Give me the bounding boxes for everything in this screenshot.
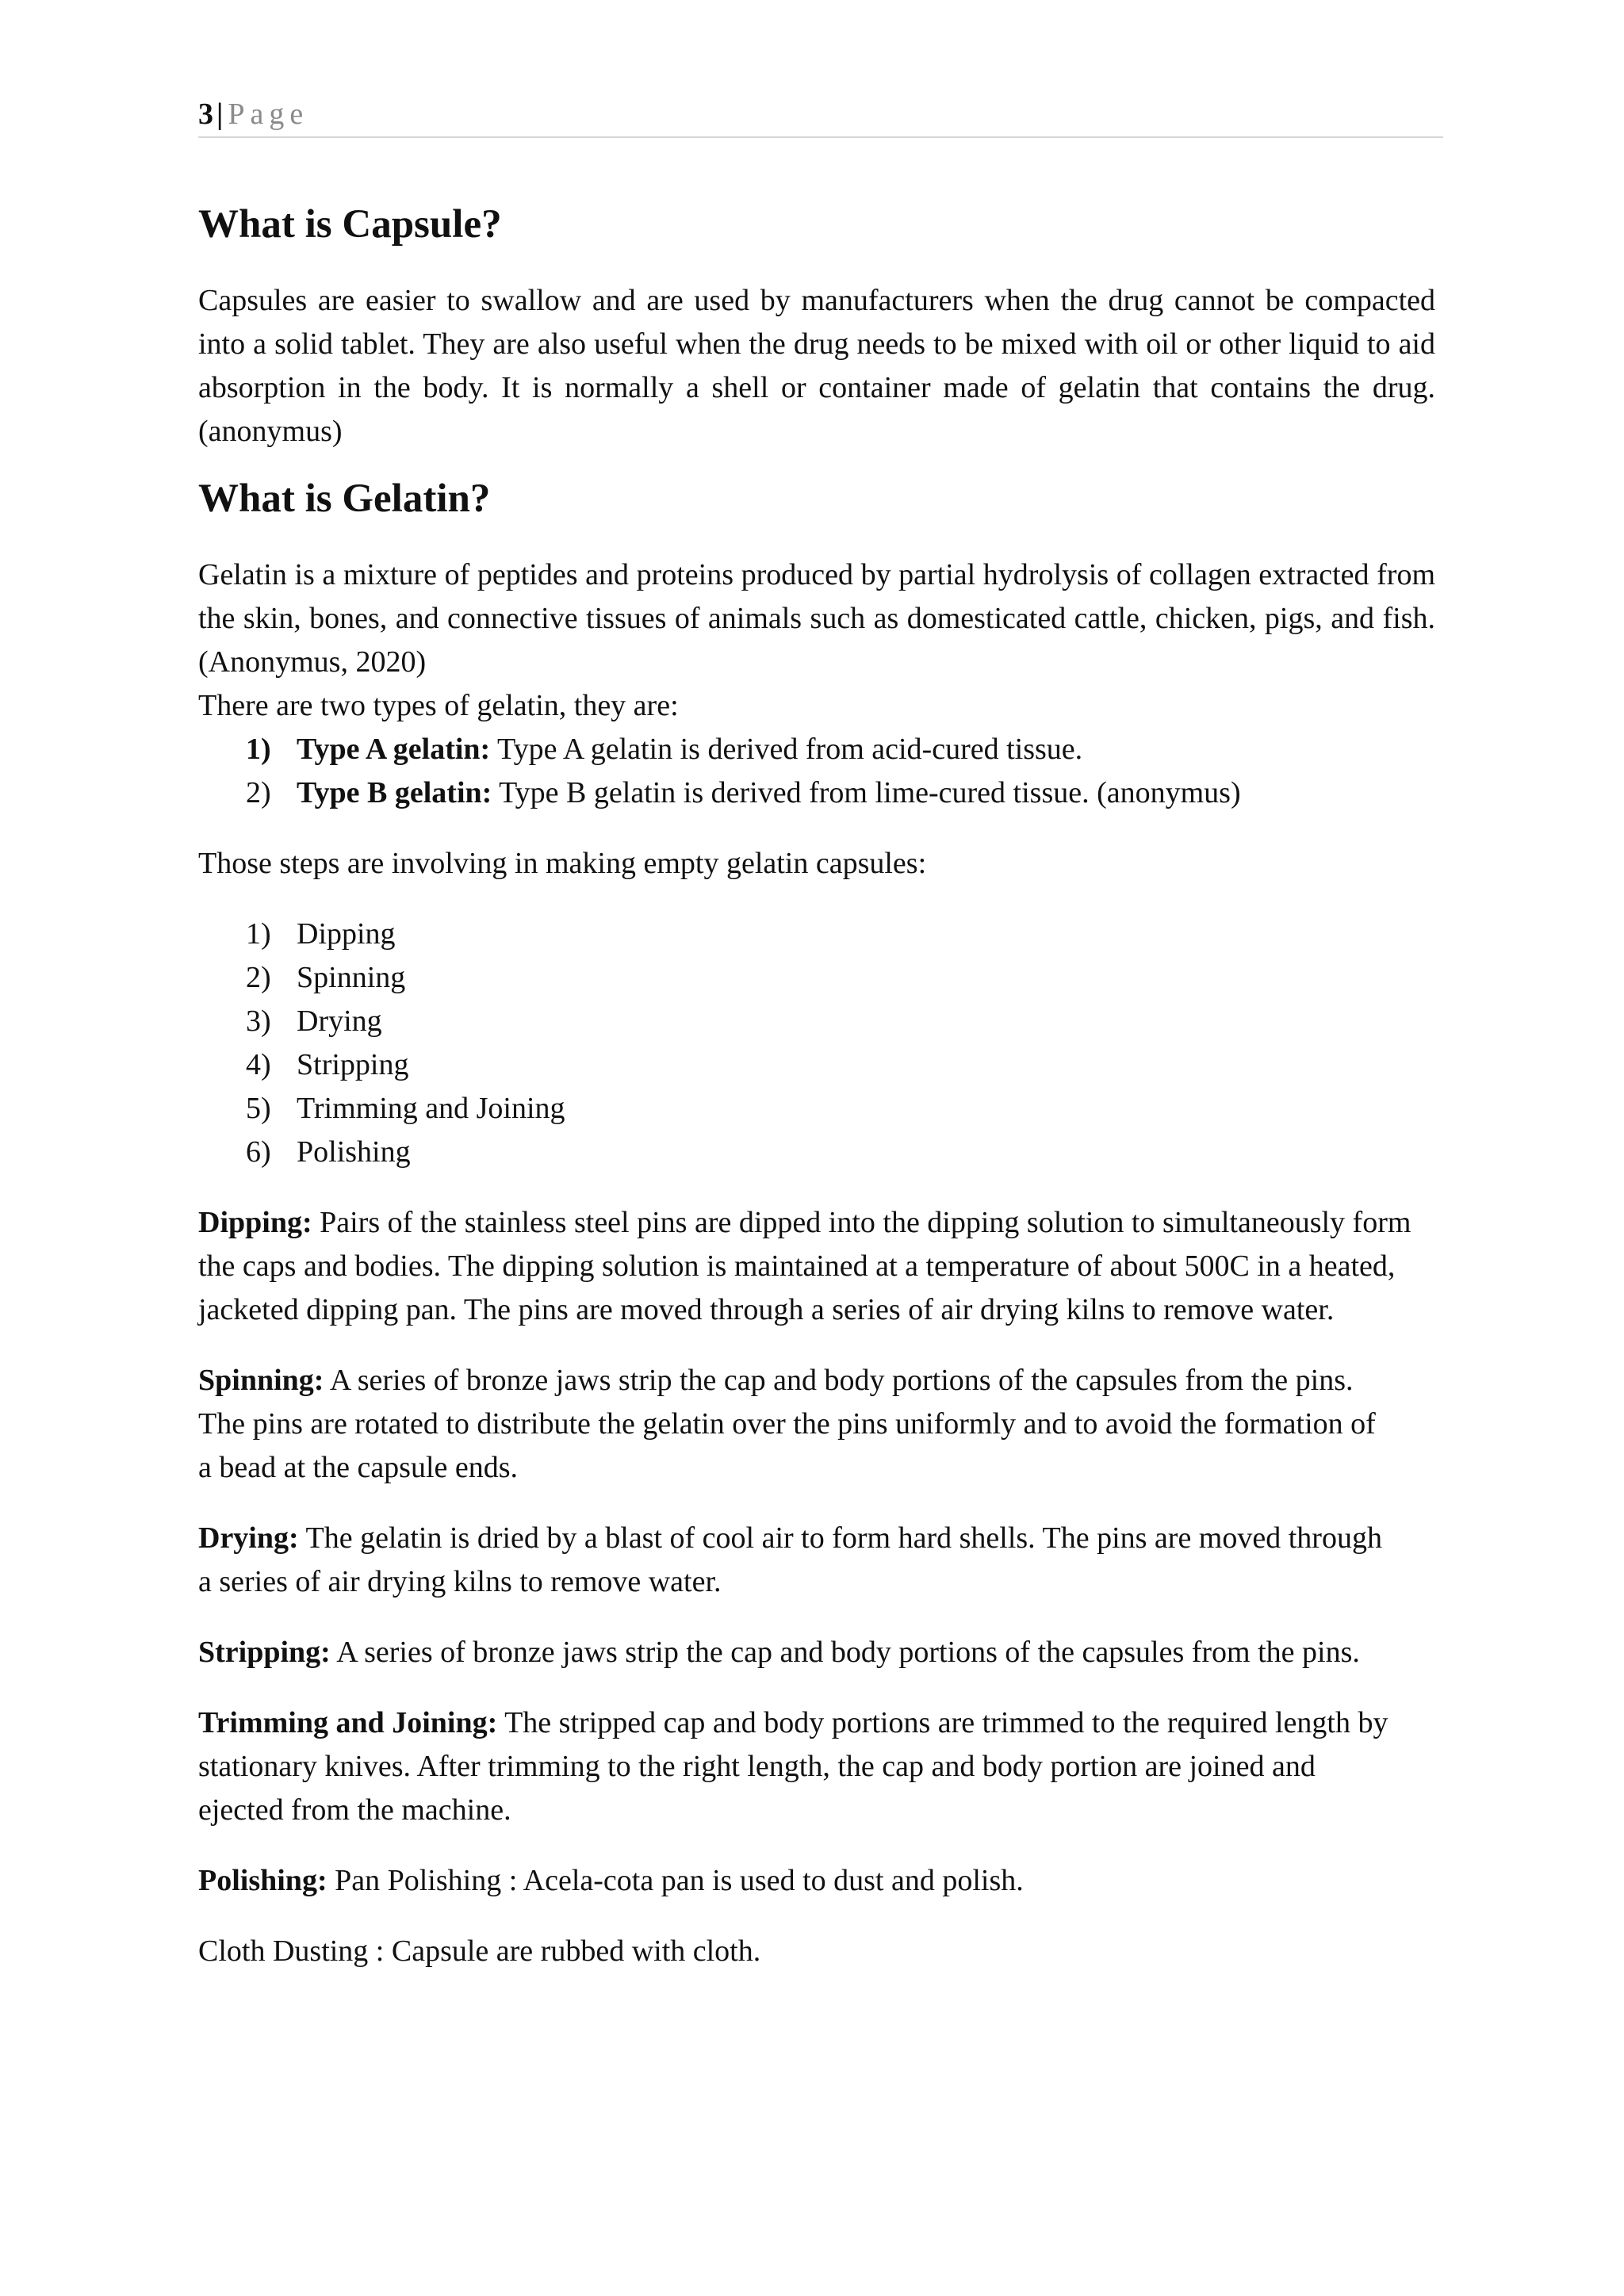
gelatin-heading: What is Gelatin?: [198, 476, 491, 521]
list-number: 3): [246, 1004, 271, 1038]
type-text: Type A gelatin is derived from acid-cured tissue.: [497, 733, 1083, 766]
list-item: [198, 956, 1435, 1000]
step-label: Dipping: [297, 917, 396, 951]
dipping-definition: [198, 1201, 1423, 1332]
page-content: [198, 197, 1435, 2000]
gelatin-types-intro: There are two types of gelatin, they are:: [198, 689, 679, 722]
capsule-heading: What is Capsule?: [198, 202, 502, 247]
definition-term: Stripping:: [198, 1636, 331, 1669]
step-label: Trimming and Joining: [297, 1092, 565, 1125]
list-number: 1): [246, 917, 271, 951]
list-number: 1): [246, 733, 271, 766]
list-item: [198, 1043, 1435, 1087]
list-number: 6): [246, 1135, 271, 1169]
list-item: [198, 771, 1435, 815]
list-number: 2): [246, 961, 271, 994]
step-label: Spinning: [297, 961, 406, 994]
definition-text: Pairs of the stainless steel pins are dipped into the dipping solution to simultaneously form the caps and bodies. The dipping solution is maintained at a temperature of about 500C in a heated, jacketed dipping pan. The pins are moved through a series of air drying kilns to remove water.: [198, 1206, 1411, 1326]
list-number: 4): [246, 1048, 271, 1081]
page-word: Page: [228, 98, 309, 131]
page-number: 3: [198, 98, 213, 131]
definition-term: Drying:: [198, 1521, 299, 1555]
drying-definition: [198, 1517, 1388, 1604]
definition-text: The stripped cap and body portions are trimmed to the required length by stationary knives. After trimming to the right length, the cap and body portion are joined and ejected from the machine.: [198, 1706, 1388, 1827]
list-item: [198, 1000, 1435, 1043]
capsule-paragraph: Capsules are easier to swallow and are used by manufacturers when the drug cannot be compacted into a solid tablet. They are also useful when the drug needs to be mixed with oil or other liquid to aid absorption in the body. It is normally a shell or container made of gelatin that contains the drug. (anonymus): [198, 284, 1435, 448]
steps-list: [198, 913, 1435, 1174]
cloth-dusting-line: Cloth Dusting : Capsule are rubbed with cloth.: [198, 1934, 761, 1968]
definition-text: A series of bronze jaws strip the cap and body portions of the capsules from the pins.: [336, 1636, 1360, 1669]
step-label: Drying: [297, 1004, 382, 1038]
list-item: [198, 1131, 1435, 1174]
type-term: Type B gelatin:: [297, 776, 492, 809]
gelatin-types-list: [198, 728, 1435, 815]
definition-term: Trimming and Joining:: [198, 1706, 498, 1739]
list-number: 5): [246, 1092, 271, 1125]
type-term: Type A gelatin:: [297, 733, 491, 766]
list-number: 2): [246, 776, 271, 809]
type-text: Type B gelatin is derived from lime-cured tissue. (anonymus): [499, 776, 1241, 809]
definition-text: A series of bronze jaws strip the cap and body portions of the capsules from the pins. The pins are rotated to distribute the gelatin over the pins uniformly and to avoid the formation of a bead at the capsule ends.: [198, 1364, 1376, 1484]
stripping-definition: [198, 1631, 1404, 1674]
list-item: [198, 1087, 1435, 1131]
trimming-definition: [198, 1701, 1408, 1832]
page-header: [198, 97, 1443, 138]
definition-text: Pan Polishing : Acela-cota pan is used to dust and polish.: [335, 1864, 1024, 1897]
step-label: Polishing: [297, 1135, 411, 1169]
steps-intro: Those steps are involving in making empty gelatin capsules:: [198, 847, 927, 880]
gelatin-paragraph: Gelatin is a mixture of peptides and proteins produced by partial hydrolysis of collagen extracted from the skin, bones, and connective tissues of animals such as domesticated cattle, chicken, pigs, and fish. (Anonymus, 2020): [198, 558, 1435, 679]
spinning-definition: [198, 1359, 1396, 1490]
list-item: [198, 728, 1435, 771]
definition-text: The gelatin is dried by a blast of cool air to form hard shells. The pins are moved through a series of air drying kilns to remove water.: [198, 1521, 1382, 1598]
definition-term: Dipping:: [198, 1206, 312, 1239]
step-label: Stripping: [297, 1048, 409, 1081]
polishing-definition: [198, 1859, 1435, 1903]
definition-term: Polishing:: [198, 1864, 327, 1897]
list-item: [198, 913, 1435, 956]
definition-term: Spinning:: [198, 1364, 324, 1397]
header-separator: |: [216, 98, 224, 131]
